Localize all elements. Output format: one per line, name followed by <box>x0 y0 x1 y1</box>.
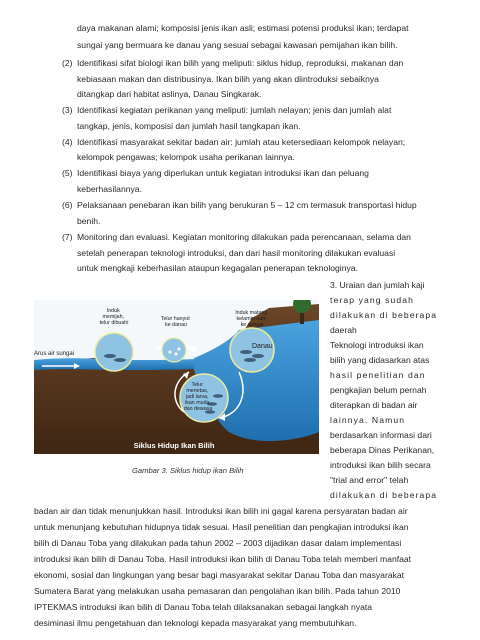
list-item-line: Monitoring dan evaluasi. Kegiatan monitoring dilakukan pada perencanaan, selama dan <box>77 232 411 242</box>
side-line: Teknologi introduksi ikan <box>330 340 424 350</box>
side-line: dilakukan di beberapa <box>330 490 438 500</box>
life-cycle-figure <box>34 300 319 454</box>
list-item-line: tangkap, jenis, komposisi dan jumlah hasil tangkapan ikan. <box>77 121 301 131</box>
river-label: Arus air sungai <box>34 351 75 357</box>
paragraph-line: badan air dan tidak menunjukkan hasil. Introduksi ikan bilih ini gagal karena persyaratan badan air <box>34 506 408 516</box>
intro-line: sungai yang bermuara ke danau yang sesuai sebagai kawasan pemijahan ikan bilih. <box>77 40 398 50</box>
side-line: lainnya. Namun <box>330 415 406 425</box>
fish-icon <box>252 354 264 358</box>
side-line: beberapa Dinas Perikanan, <box>330 445 435 455</box>
list-number: (3) <box>62 105 73 115</box>
list-item-line: kebiasaan makan dan distribusinya. Ikan bilih yang akan diintroduksi sebaiknya <box>77 74 379 84</box>
hatch-label-line: Telur <box>191 382 203 388</box>
list-number: (6) <box>62 200 73 210</box>
list-item-line: keberhasilannya. <box>77 184 142 194</box>
figure-title: Siklus Hidup Ikan Bilih <box>133 441 215 450</box>
paragraph-line: IPTEKMAS introduksi ikan bilih di Danau Toba telah dilaksanakan sebagai langkah nyata <box>34 602 373 612</box>
figure-caption: Gambar 3. Siklus hidup ikan Bilih <box>132 466 244 475</box>
list-item-line: Identifikasi masyarakat sekitar badan air: jumlah atau ketersediaan kelompok nelayan; <box>77 137 406 147</box>
mature-label-line: kelamin naik <box>236 316 266 322</box>
paragraph-line: Sumatera Barat yang melakukan usaha pemasaran dan pengolahan ikan bilih. Pada tahun 2010 <box>34 586 401 596</box>
list-item-line: Pelaksanaan penebaran ikan bilih yang berukuran 5 – 12 cm termasuk transportasi hidup <box>77 200 417 210</box>
fish-icon <box>244 358 256 362</box>
side-line: dilakukan di beberapa <box>330 310 438 320</box>
side-line: "trial and error" telah <box>330 475 409 485</box>
hatch-label-line: ikan muda <box>185 400 210 406</box>
side-line: pengkajian belum pernah <box>330 385 427 395</box>
list-item-line: untuk mengkaji keberhasilan ataupun kegagalan penerapan teknologinya. <box>77 263 358 273</box>
list-item-line: kelompok pengawas; kelompok usaha perikanan lainnya. <box>77 152 295 162</box>
list-item-line: setelah penerapan teknologi introduksi, dan dari hasil monitoring dilakukan evaluasi <box>77 248 396 258</box>
drift-label <box>161 316 191 328</box>
spawn-label-line: memijah, <box>102 314 125 320</box>
paragraph-line: desiminasi ilmu pengetahuan dan teknologi kepada masyarakat yang membutuhkan. <box>34 618 357 628</box>
drift-label-line: ke danau <box>165 322 187 328</box>
side-line: diterapkan di badan air <box>330 400 418 410</box>
paragraph-line: bilih di Danau Toba yang dilakukan pada tahun 2002 – 2003 dijadikan dasar dalam implementasi <box>34 538 402 548</box>
drift-circle <box>162 338 186 362</box>
hatch-label-line: menetas, <box>186 388 209 394</box>
side-line: 3. Uraian dan jumlah kaji <box>330 280 425 290</box>
list-number: (7) <box>62 232 73 242</box>
mature-label-line: ke sungai <box>240 322 264 328</box>
hatch-label-line: dan dewasa <box>183 406 213 412</box>
drift-label-line: Telur hanyut <box>160 316 190 322</box>
egg-icon <box>174 352 177 355</box>
fish-icon <box>114 358 126 362</box>
spawn-label-line: telur dibuahi <box>99 320 129 326</box>
side-line: daerah <box>330 325 357 335</box>
spawning-circle <box>95 333 133 371</box>
list-number: (4) <box>62 137 73 147</box>
mature-label-line: Induk matang <box>235 310 268 316</box>
paragraph-line: ekonomi, sosial dan lingkungan yang besar bagi masyarakat sekitar Danau Toba dan masyarakat <box>34 570 405 580</box>
paragraph-line: introduksi ikan bilih di Danau Toba. Hasil introduksi ikan bilih di Danau Toba telah memberi manfaat <box>34 554 412 564</box>
egg-icon <box>168 350 171 353</box>
spawn-label-line: Induk <box>106 308 120 314</box>
side-line: terap yang sudah <box>330 295 415 305</box>
mature-fish-circle <box>230 328 274 372</box>
fish-icon <box>213 394 223 398</box>
list-item-line: Identifikasi biaya yang diperlukan untuk kegiatan introduksi ikan dan peluang <box>77 168 369 178</box>
side-line: berdasarkan informasi dari <box>330 430 432 440</box>
list-item-line: ditangkap dari habitat aslinya, Danau Singkarak. <box>77 89 262 99</box>
list-item-line: Identifikasi kegiatan perikanan yang meliputi: jumlah nelayan; jenis dan jumlah alat <box>77 105 392 115</box>
intro-line: daya makanan alami; komposisi jenis ikan asli; estimasi potensi produksi ikan; terdapat <box>77 23 409 33</box>
list-number: (5) <box>62 168 73 178</box>
fish-icon <box>104 354 116 358</box>
fish-icon <box>240 350 252 354</box>
egg-icon <box>177 347 180 350</box>
paragraph-line: untuk menunjang kebutuhan hidupnya tidak sesuai. Hasil penelitian dan pengkajian introduksi ikan <box>34 522 409 532</box>
side-line: hasil penelitian dan <box>330 370 426 380</box>
side-line: bilih yang didasarkan atas <box>330 355 430 365</box>
list-item-line: Identifikasi sifat biologi ikan bilih yang meliputi: siklus hidup, reproduksi, makanan dan <box>77 58 404 68</box>
side-line: introduksi ikan bilih secara <box>330 460 431 470</box>
list-number: (2) <box>62 58 73 68</box>
list-item-line: benih. <box>77 216 101 226</box>
hatch-label-line: jadi larva, <box>185 394 209 400</box>
lake-label: Danau <box>252 343 273 350</box>
